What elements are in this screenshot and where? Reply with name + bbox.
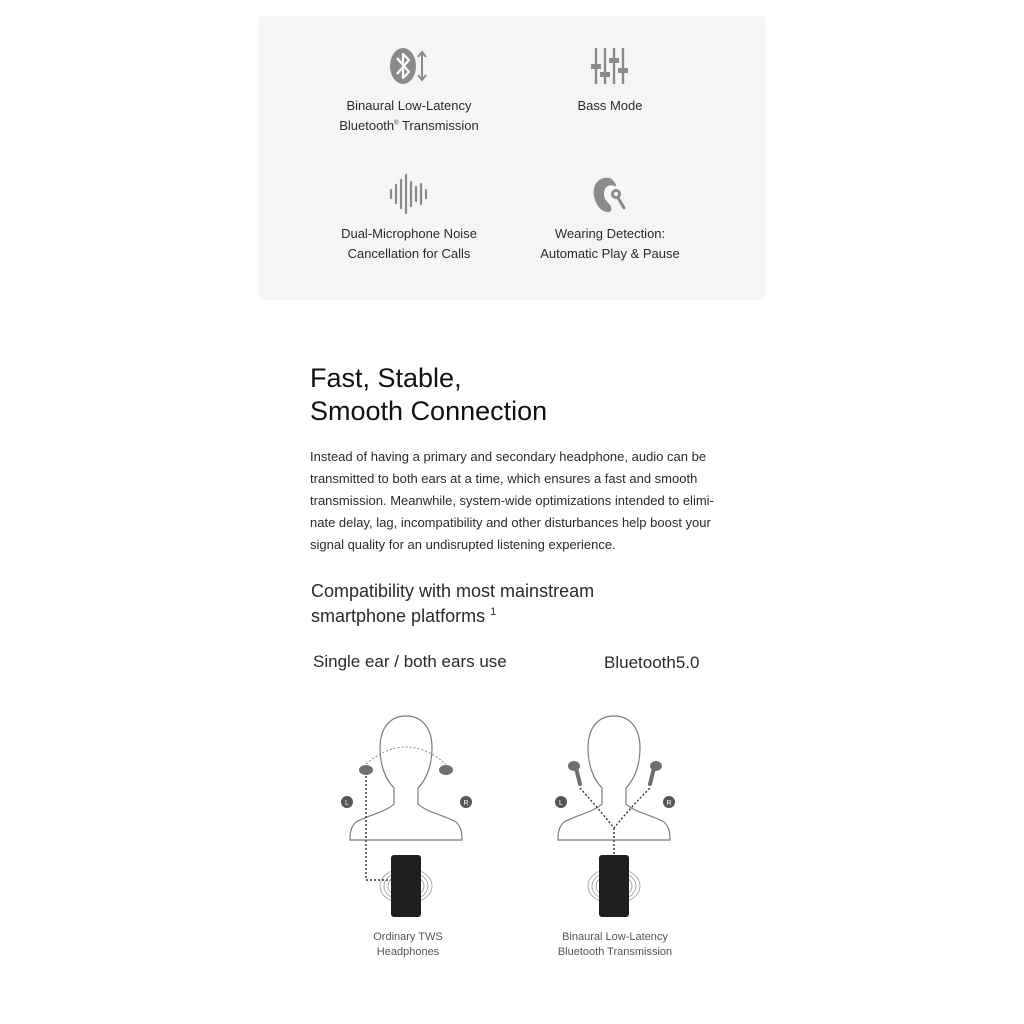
- left-ear-label: L: [559, 800, 563, 807]
- caption-binaural-line2: Bluetooth Transmission: [557, 946, 673, 958]
- section-title: [310, 362, 730, 428]
- feature-bluetooth-line2: [309, 116, 509, 136]
- head-silhouette: [350, 716, 462, 840]
- section-title-line2: Smooth Connection: [310, 396, 548, 426]
- feature-wearing-detection: [510, 172, 710, 264]
- single-both-ears-label: Single ear / both ears use: [313, 652, 507, 671]
- feature-card: [259, 16, 765, 300]
- section-body: Instead of having a primary and secondary headphone, audio can be transmitted to both ears at a time, which ensures a fast and smooth transmission. Meanwhile, system-wide optimizations intended to elimi-nate delay, lag, incompatibility and other disturbances help boost your signal quality for an undisrupted listening experience.: [310, 449, 714, 552]
- caption-ordinary-tws: [308, 930, 508, 960]
- bluetooth-word: Bluetooth: [339, 118, 395, 133]
- compat-line2: [311, 604, 671, 629]
- caption-binaural-line1: Binaural Low-Latency: [562, 931, 668, 943]
- bluetooth-arrows-icon: [309, 44, 509, 88]
- feature-bass-mode: [510, 44, 710, 116]
- ear-earbud-icon: [510, 172, 710, 216]
- left-ear-label: L: [345, 800, 349, 807]
- soundwave-icon: [309, 172, 509, 216]
- transmission-word: Transmission: [398, 118, 479, 133]
- equalizer-sliders-icon: [510, 44, 710, 88]
- feature-noise-cancellation: [309, 172, 509, 264]
- earbuds-binaural: [568, 761, 662, 784]
- caption-binaural: [515, 930, 715, 960]
- feature-bass-mode-label: Bass Mode: [577, 98, 643, 113]
- feature-noise-line2: Cancellation for Calls: [347, 246, 471, 261]
- phone: [599, 855, 629, 917]
- caption-ordinary-line2: Headphones: [376, 946, 440, 958]
- right-ear-label: R: [463, 800, 469, 807]
- registered-mark: ®: [394, 120, 399, 127]
- right-ear-label: R: [666, 800, 672, 807]
- compatibility-heading: [311, 579, 671, 629]
- earbuds-ordinary: [359, 765, 453, 775]
- feature-wearing-line2: Automatic Play & Pause: [540, 246, 680, 261]
- feature-noise-line1: Dual-Microphone Noise: [341, 226, 477, 241]
- compat-line1: Compatibility with most mainstream: [311, 581, 595, 601]
- feature-bluetooth-line1: Binaural Low-Latency: [346, 98, 472, 113]
- feature-bluetooth: [309, 44, 509, 136]
- feature-wearing-line1: Wearing Detection:: [554, 226, 666, 241]
- diagram-ordinary-tws: [330, 708, 490, 928]
- compat-line2-text: smartphone platforms: [311, 606, 486, 626]
- phone: [391, 855, 421, 917]
- section-title-line1: Fast, Stable,: [310, 363, 462, 393]
- footnote-marker: 1: [490, 606, 497, 618]
- caption-ordinary-line1: Ordinary TWS: [373, 931, 443, 943]
- bluetooth-version-label: Bluetooth5.0: [604, 653, 700, 672]
- diagram-binaural: [538, 708, 698, 928]
